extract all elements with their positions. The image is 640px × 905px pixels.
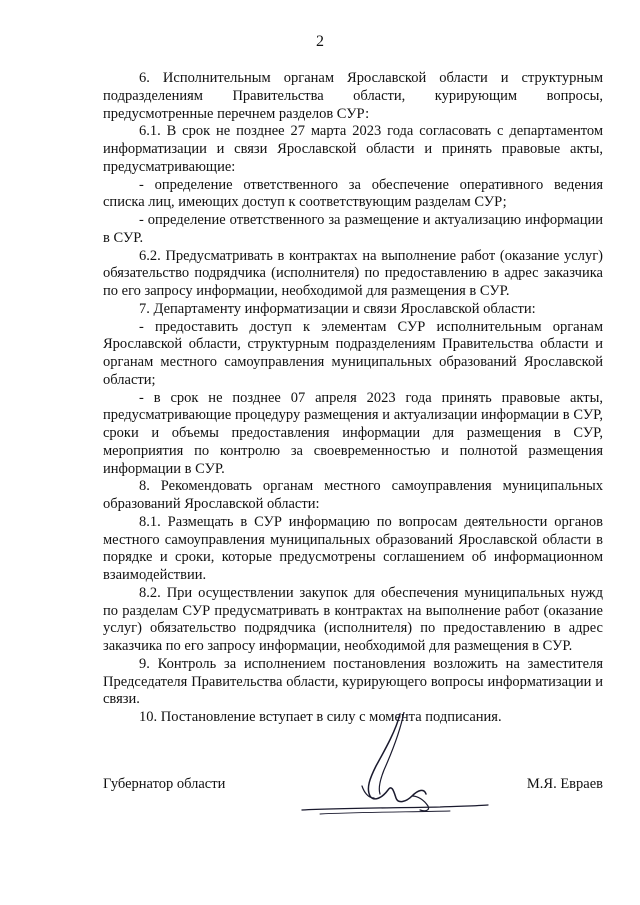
paragraph-6-1-item-1: - определение ответственного за обеспечение оперативного ведения списка лиц, имеющих доступ к соответствующим разделам СУР; xyxy=(103,176,603,211)
paragraph-6-1-item-2: - определение ответственного за размещение и актуализацию информации в СУР. xyxy=(103,212,603,246)
paragraph-8: 8. Рекомендовать органам местного самоуправления муниципальных образований Ярославской области: xyxy=(103,478,603,512)
paragraph-8-1: 8.1. Размещать в СУР информацию по вопросам деятельности органов местного самоуправления муниципальных образований Ярославской области в порядке и сроки, которые предусмотрены соглашением об информационном взаимодействии. xyxy=(103,513,603,583)
paragraph-6-1: 6.1. В срок не позднее 27 марта 2023 года согласовать с департаментом информатизации и связи Ярославской области и принять правовые акты, предусматривающие: xyxy=(103,123,603,175)
paragraph-7-item-2: - в срок не позднее 07 апреля 2023 года принять правовые акты, предусматривающие процедуру размещения и актуализации информации в СУР, сроки и объемы предоставления информации для размещения в СУР, мероприятия по контролю за своевременностью и полнотой размещения информации в СУР. xyxy=(103,389,603,477)
paragraph-8-2: 8.2. При осуществлении закупок для обеспечения муниципальных нужд по разделам СУР предусматривать в контрактах на выполнение работ (оказание услуг) обязательство подрядчика (исполнителя) по предоставлению в адрес заказчика по его запросу информации, необходимой для размещения в СУР. xyxy=(103,584,603,654)
paragraph-7: 7. Департаменту информатизации и связи Ярославской области: xyxy=(139,300,536,317)
paragraph-7-item-1: - предоставить доступ к элементам СУР исполнительным органам Ярославской области, структурным подразделениям Правительства области и органам местного самоуправления муниципальных образований Ярославской области; xyxy=(103,318,603,388)
handwritten-signature xyxy=(300,712,490,824)
document-body xyxy=(103,70,603,727)
signatory-title: Губернатор области xyxy=(103,776,226,792)
paragraph-6: 6. Исполнительным органам Ярославской области и структурным подразделениям Правительства области, курирующим вопросы, предусмотренные перечнем разделов СУР: xyxy=(103,70,603,122)
paragraph-6-2: 6.2. Предусматривать в контрактах на выполнение работ (оказание услуг) обязательство подрядчика (исполнителя) по предоставлению в адрес заказчика по его запросу информации, необходимой для размещения в СУР. xyxy=(103,247,603,299)
signatory-name: М.Я. Евраев xyxy=(526,776,603,792)
paragraph-10: 10. Постановление вступает в силу с момента подписания. xyxy=(139,709,502,725)
page-number: 2 xyxy=(316,33,324,50)
paragraph-9: 9. Контроль за исполнением постановления возложить на заместителя Председателя Правительства области, курирующего вопросы информатизации и связи. xyxy=(103,655,603,708)
